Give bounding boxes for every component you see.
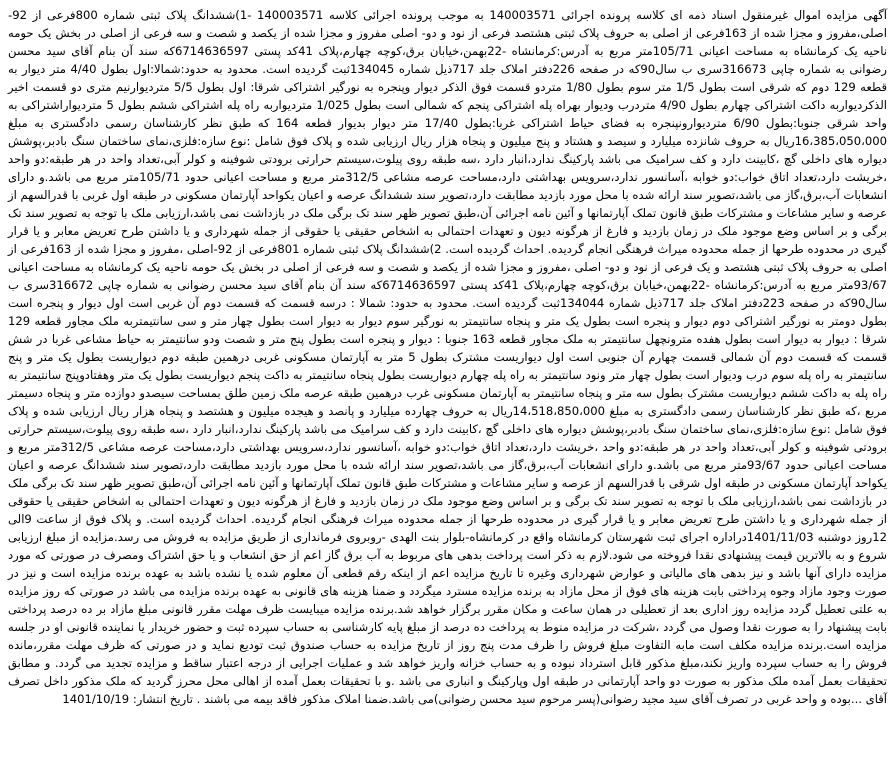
publish-date-label: تاریخ انتشار:: [129, 692, 197, 706]
notice-body: آگهی مزایده اموال غیرمنقول اسناد ذمه ای کلاسه پرونده اجرائی 140003571 به موجب پرونده اجرائی کلاسه 140003571 -1)ششدانگ پلاک ثبتی شماره 800فرعی از 92-اصلی،مفروز و مجزا شده از 163فرعی از اصلی به حروف پلاک ثبتی هشتصد فرعی از نود و دو- اصلی مفروز و مجزا شده از یکصد و شصت و سه فرعی از اصلی در بخش یک حومه ناحیه یک کرمانشاه به مساحت اعیانی 105/71متر مربع به آدرس:کرمانشاه -22بهمن،خیابان برق،کوچه چهارم،پلاک 41کد پستی 6714636597که سند آن بنام آقای سید محسن رضوانی به شماره چاپی 316673سری ب سال90که در صفحه 226دفتر املاک جلد 717ذیل شماره 134045ثبت گردیده است. محدود به حدود:شمالا:اول بطول 4/40 متر دیوار به قطعه 129 دوم که شرقی است بطول 1/5 متر سوم بطول 1/80 متردو قسمت فوق الذکر دیوار وپنجره به نورگیر اشتراکی شرقا: اول بطول 5/5 متردیوارنیم متری دو قسمت اخیر الذکردیواربه داکت اشتراکی چهارم بطول 4/90 متردرب ودیوار بهراه پله اشتراکی پنجم که شمالی است بطول 1/025 متردیواربه راه پله اشتراکی ششم بطول 5 متردیواراشتراکی به واحد شرقی جنوبا:بطول 6/90 متردیوارونپنجره به فضای حیاط اشتراکی غربا:بطول 17/40 متر دیوار بدیوار قطعه 164 که طبق نظر کارشناسان رسمی دادگستری به مبلغ 16،385،050،000ریال به حروف شانزده میلیارد و سیصد و هشتاد و پنج میلیون و پنجاه هزار ریال ارزیابی شده و پلاک فوق شامل :نوع سازه:فلزی،نمای ساختمان سنگ بادبر،پوشش دیواره های داخلی گچ ،کابینت دارد و کف سرامیک می باشد پارکینگ ندارد،انبار دارد ،سه طبقه روی پیلوت،سیستم حرارتی برودتی شوفینه و کولر آبی،تعداد واحد در هر طبقه:دو واحد ،خریشت دارد،تعداد اتاق خواب:دو خوابه ،آسانسور ندارد،سرویس بهداشتی دارد،مساحت عرصه مشاعی 312/5متر مربع و مساحت اعیانی حدود 105/71متر مربع می باشد.و دارای انشعابات آب،برق،گاز می باشد،تصویر سند ارائه شده با محل مورد بازدید مطابقت دارد،تصویر سند ششدانگ عرصه و اعیان یکواحد آپارتمان مسکونی در طبقه اول غربی با قدرالسهم از عرصه و سایر مشاعات و مشترکات طبق قانون تملک آپارتمانها و آئین نامه اجرائی آن،طبق تصویر ظهر سند تک برگی ملک در بازداشت نمی باشد،ارزیابی ملک با توجه به تصویر سند تک برگی و بر اساس وضع موجود ملک در زمان بازدید و فارغ از هرگونه دیون و تعهدات احتمالی به اشخاص حقیقی یا حقوقی از جمله شهرداری و یا داشتن طرح تعریض معابر و یا قرار گیری در محدوده طرحها از جمله محدوده میراث فرهنگی انجام گردیده. احداث گردیده است. 2)ششدانگ پلاک ثبتی شماره 801فرعی از 92-اصلی ،مفروز و مجزا شده از 163فرعی از اصلی به حروف پلاک ثبتی هشتصد و یک فرعی از نود و دو- اصلی ،مفروز و مجزا شده از یکصد و شصت و سه فرعی از اصلی در بخش یک حومه ناحیه یک کرمانشاه به مساحت اعیانی 93/67متر مربع به آدرس:کرمانشاه -22بهمن،خیابان برق،کوچه چهارم،پلاک 41کد پستی 6714636597که سند آن بنام آقای سید محسن رضوانی به شماره چاپی 316672سری ب سال90که در صفحه 223دفتر املاک جلد 717ذیل شماره 134044ثبت گردیده است. محدود به حدود: شمالا : درسه قسمت که قسمت دوم آن غربی است اول دیوار و پنجره است بطول دومتر به نورگیر اشتراکی دوم دیوار و پنجره است بطول یک متر و پنجاه سانتیمتر به نورگیر سوم دیوار به دیوار است بطول چهار متر و سی سانتیمتربه ملک مجاور قطعه 129 شرقا : دیوار به دیوار است بطول هفده مترونچهل سانتیمتر به ملک مجاور قطعه 163 جنوبا : دیوار و پنجره است بطول پنج متر و شصت ودو سانتیمتر به حیاط مشاعی غربا در شش قسمت که قسمت دوم آن شمالی قسمت چهارم آن جنوبی است اول دیواریست مشترک بطول 5 متر به آپارتمان مسکونی غربی درهمین طبقه دوم دیواریست بطول یک متر و پنج سانتیمتر به راه پله سوم درب ودیوار است بطول چهار متر ونود سانتیمتر به راه پله چهارم دیواریست بطول پنجاه سانتیمتر به داکت پنجم دیواریست بطول یک متر وهفتادوپنج سانتیمتر به راه پله به داکت ششم دیواریست مشترک بطول سه متر و پنجاه سانتیمتر به آپارتمان مسکونی غرب درهمین طبقه عرصه ملک زمین طلق بمساحت سیصدو دوازده متر و پنجاه دسیمتر مربع ،که طبق نظر کارشناسان رسمی دادگستری به مبلغ 14،518،850،000ریال به حروف چهارده میلیارد و پانصد و هیجده میلیون و هشتصد و پنجاه هزار ریال ارزیابی شده و پلاک فوق شامل :نوع سازه:فلزی،نمای ساختمان سنگ بادبر،پوشش دیواره های داخلی گچ ،کابینت دارد و کف سرامیک می باشد پارکینگ ندارد،انبار دارد ،سه طبقه روی پیلوت،سیستم حرارتی برودتی شوفینه و کولر آبی،تعداد واحد در هر طبقه:دو واحد ،خریشت دارد،تعداد اتاق خواب:دو خوابه ،آسانسور ندارد،سرویس بهداشتی دارد،مساحت عرصه مشاعی 312/5متر مربع و مساحت اعیانی حدود 93/67متر مربع می باشد.و دارای انشعابات آب،برق،گاز می باشد،تصویر سند ارائه شده با محل مورد بازدید مطابقت دارد،تصویر سند ششدانگ عرصه و اعیان یکواحد آپارتمان مسکونی در طبقه اول شرقی با قدرالسهم از عرصه و سایر مشاعات و مشترکات طبق قانون تملک آپارتمانها و آئین نامه اجرائی آن،طبق تصویر ظهر سند تک برگی ملک در بازداشت نمی باشد،ارزیابی ملک با توجه به تصویر سند تک برگی و بر اساس وضع موجود ملک در زمان بازدید و فارغ از هرگونه دیون و تعهدات احتمالی به اشخاص حقیقی یا حقوقی از جمله شهرداری و یا داشتن طرح تعریض معابر و یا قرار گیری در محدوده طرحها از جمله محدوده میراث فرهنگی انجام گردیده. احداث گردیده است. و پلاک فوق از ساعت 9الی 12روز دوشنبه 1401/11/03دراداره اجرای ثبت شهرستان کرمانشاه واقع در کرمانشاه-بلوار بنت الهدی -روبروی فرمانداری از طریق مزایده به فروش می رسد.مزایده از مبلغ ارزیابی شروع و به بالاترین قیمت پیشنهادی نقدا فروخته می شود.لازم به ذکر است پرداخت بدهی های مربوط به آب برق گاز اعم از حق انشعاب و یا حق اشتراک ومصرف در صورتی که مورد مزایده دارای آنها باشد و نیز بدهی های مالیاتی و عوارض شهرداری وغیره تا تاریخ مزایده اعم از اینکه رقم قطعی آن معلوم شده یا نشده باشد به عهده برنده مزایده است و نیز در صورت وجود مازاد وجوه پرداختی بابت هزینه های فوق از محل مازاد به برنده مزایده مسترد میگردد و ضمنا هزینه های قانونی به عهده برنده مزایده می باشد در صورتی که روز مزایده به علتی تعطیل گردد مزایده روز اداری بعد از تعطیلی در همان ساعت و مکان مقرر برگزار خواهد شد.برنده مزایده میبایست ظرف مهلت مقرر قانونی مبلغ مازاد بر ده درصد پرداختی بابت پیشنهاد را به صورت نقدا وصول می گردد ،شرکت در مزایده منوط به پرداخت ده درصد از مبلغ پایه کارشناسی به حساب سپرده ثبت و حضور خریدار یا نماینده قانونی او در جلسه مزایده است.برنده مزایده مکلف است مابه التفاوت مبلغ فروش را ظرف مدت پنج روز از تاریخ مزایده به حساب صندوق ثبت تودیع نماید و در صورتی که ظرف مهلت مقرر،مانده فروش را به حساب سپرده واریز نکند،مبلغ مذکور قابل استرداد نبوده و به حساب خزانه واریز خواهد شد و عملیات اجرایی از درجه اعتبار ساقط و مزایده تجدید می گردد. و مطابق تحقیقات بعمل آمده ملک مذکور به صورت دو واحد آپارتمانی در طبقه اول وپارکینگ و انباری می باشد .و با تحقیقات بعمل آمده از اهالی محل محرز گردید که ملک مذکور داخل تصرف آقای ...بوده و واحد غربی در تصرف آقای سید مجید رضوانی(پسر مرحوم سید محسن رضوانی)می باشد.ضمنا املاک مذکور فاقد بیمه می باشند .: [8, 8, 888, 706]
publish-date: 1401/10/19: [62, 692, 130, 706]
notice-text: [8, 6, 887, 708]
